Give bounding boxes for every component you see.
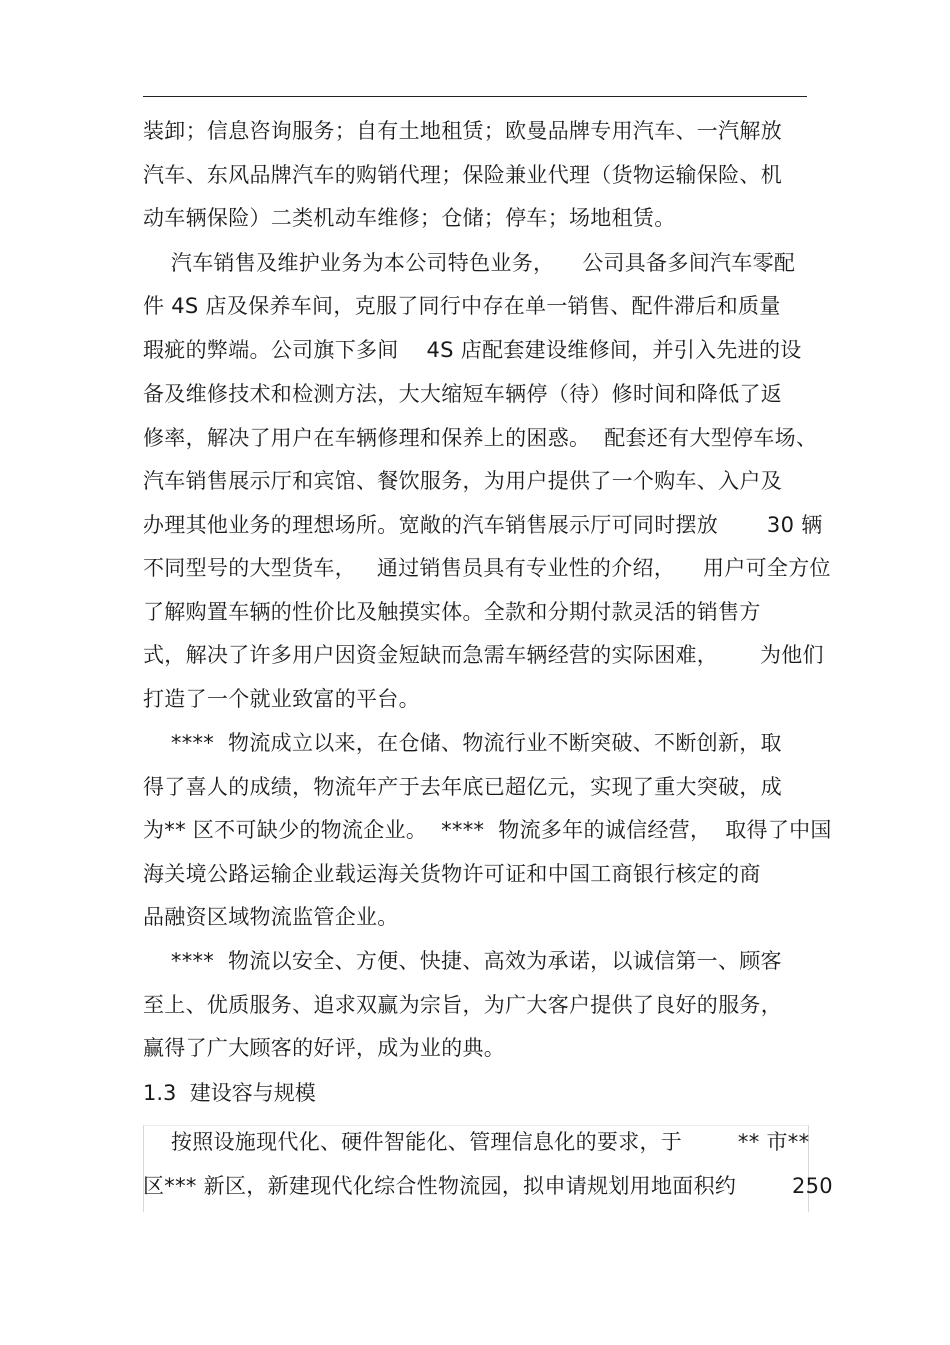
text-line: 至上、优质服务、追求双赢为宗旨，为广大客户提供了良好的服务，: [143, 993, 782, 1017]
header-rule: [143, 96, 807, 97]
text-line: 品融资区域物流监管企业。: [143, 905, 399, 929]
boxed-text-line: 按照设施现代化、硬件智能化、管理信息化的要求，于 ** 市**: [143, 1130, 810, 1154]
text-line: 备及维修技术和检测方法，大大缩短车辆停（待）修时间和降低了返: [143, 382, 782, 406]
text-line: 不同型号的大型货车， 通过销售员具有专业性的介绍， 用户可全方位: [143, 556, 831, 580]
text-line: 装卸；信息咨询服务；自有土地租赁；欧曼品牌专用汽车、一汽解放: [143, 119, 782, 143]
text-line: 办理其他业务的理想场所。宽敞的汽车销售展示厅可同时摆放 30 辆: [143, 513, 823, 537]
boxed-text-line: 区*** 新区，新建现代化综合性物流园，拟申请规划用地面积约 250: [143, 1174, 833, 1198]
text-line: 打造了一个就业致富的平台。: [143, 687, 420, 711]
text-line: 了解购置车辆的性价比及触摸实体。全款和分期付款灵活的销售方: [143, 600, 761, 624]
text-line: 海关境公路运输企业载运海关货物许可证和中国工商银行核定的商: [143, 862, 761, 886]
text-line: 汽车销售及维护业务为本公司特色业务， 公司具备多间汽车零配: [143, 251, 796, 275]
text-line: 件 4S 店及保养车间，克服了同行中存在单一销售、配件滞后和质量: [143, 294, 781, 318]
text-line: 汽车、东风品牌汽车的购销代理；保险兼业代理（货物运输保险、机: [143, 163, 782, 187]
text-line: 赢得了广大顾客的好评，成为业的典。: [143, 1036, 506, 1060]
text-line: 汽车销售展示厅和宾馆、餐饮服务，为用户提供了一个购车、入户及: [143, 469, 782, 493]
text-line: 式，解决了许多用户因资金短缺而急需车辆经营的实际困难， 为他们: [143, 643, 824, 667]
text-line: 为** 区不可缺少的物流企业。 **** 物流多年的诚信经营， 取得了中国: [143, 818, 832, 842]
text-line: 修率，解决了用户在车辆修理和保养上的困惑。 配套还有大型停车场、: [143, 426, 818, 450]
text-line: **** 物流成立以来，在仓储、物流行业不断突破、不断创新，取: [143, 731, 782, 755]
section-heading: 1.3 建设容与规模: [143, 1081, 316, 1105]
text-line: **** 物流以安全、方便、快捷、高效为承诺，以诚信第一、顾客: [143, 949, 782, 973]
text-line: 瑕疵的弊端。公司旗下多间 4S 店配套建设维修间，并引入先进的设: [143, 338, 802, 362]
text-line: 动车辆保险）二类机动车维修；仓储；停车；场地租赁。: [143, 206, 676, 230]
text-line: 得了喜人的成绩，物流年产于去年底已超亿元，实现了重大突破，成: [143, 775, 782, 799]
